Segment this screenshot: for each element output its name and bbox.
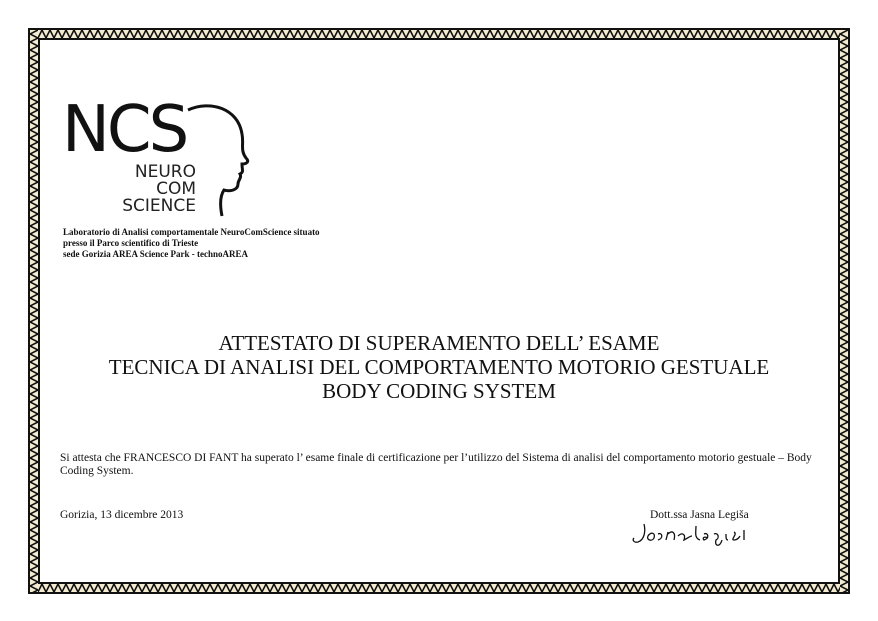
decorative-border-right (840, 30, 848, 592)
place-date: Gorizia, 13 dicembre 2013 (60, 509, 184, 521)
logo-com: COM (156, 179, 196, 199)
ncs-logo (62, 93, 252, 220)
logo-mark: NCS (62, 93, 187, 167)
certificate-title (40, 331, 838, 403)
lab-info-line: sede Gorizia AREA Science Park - technoAREA (63, 249, 248, 259)
lab-info (63, 227, 383, 260)
certification-statement: Si attesta che FRANCESCO DI FANT ha superato l’ esame finale di certificazione per l’utilizzo del Sistema di analisi del comportamento motorio gestuale – Body Coding System. (60, 452, 812, 477)
title-line-2: TECNICA DI ANALISI DEL COMPORTAMENTO MOTORIO GESTUALE (108, 355, 770, 379)
handwritten-signature (630, 518, 770, 548)
lab-info-line: presso il Parco scientifico di Trieste (63, 238, 199, 248)
logo-science: SCIENCE (122, 196, 196, 216)
title-line-3: BODY CODING SYSTEM (322, 379, 556, 403)
lab-info-line: Laboratorio di Analisi comportamentale NeuroComScience situato (63, 227, 320, 237)
title-line-1: ATTESTATO DI SUPERAMENTO DELL’ ESAME (218, 331, 660, 355)
decorative-border-bottom (30, 584, 848, 592)
logo-neuro: NEURO (134, 162, 196, 182)
decorative-border-top (30, 30, 848, 38)
signer-name: Dott.ssa Jasna Legiša (650, 509, 749, 521)
decorative-border-left (30, 30, 38, 592)
